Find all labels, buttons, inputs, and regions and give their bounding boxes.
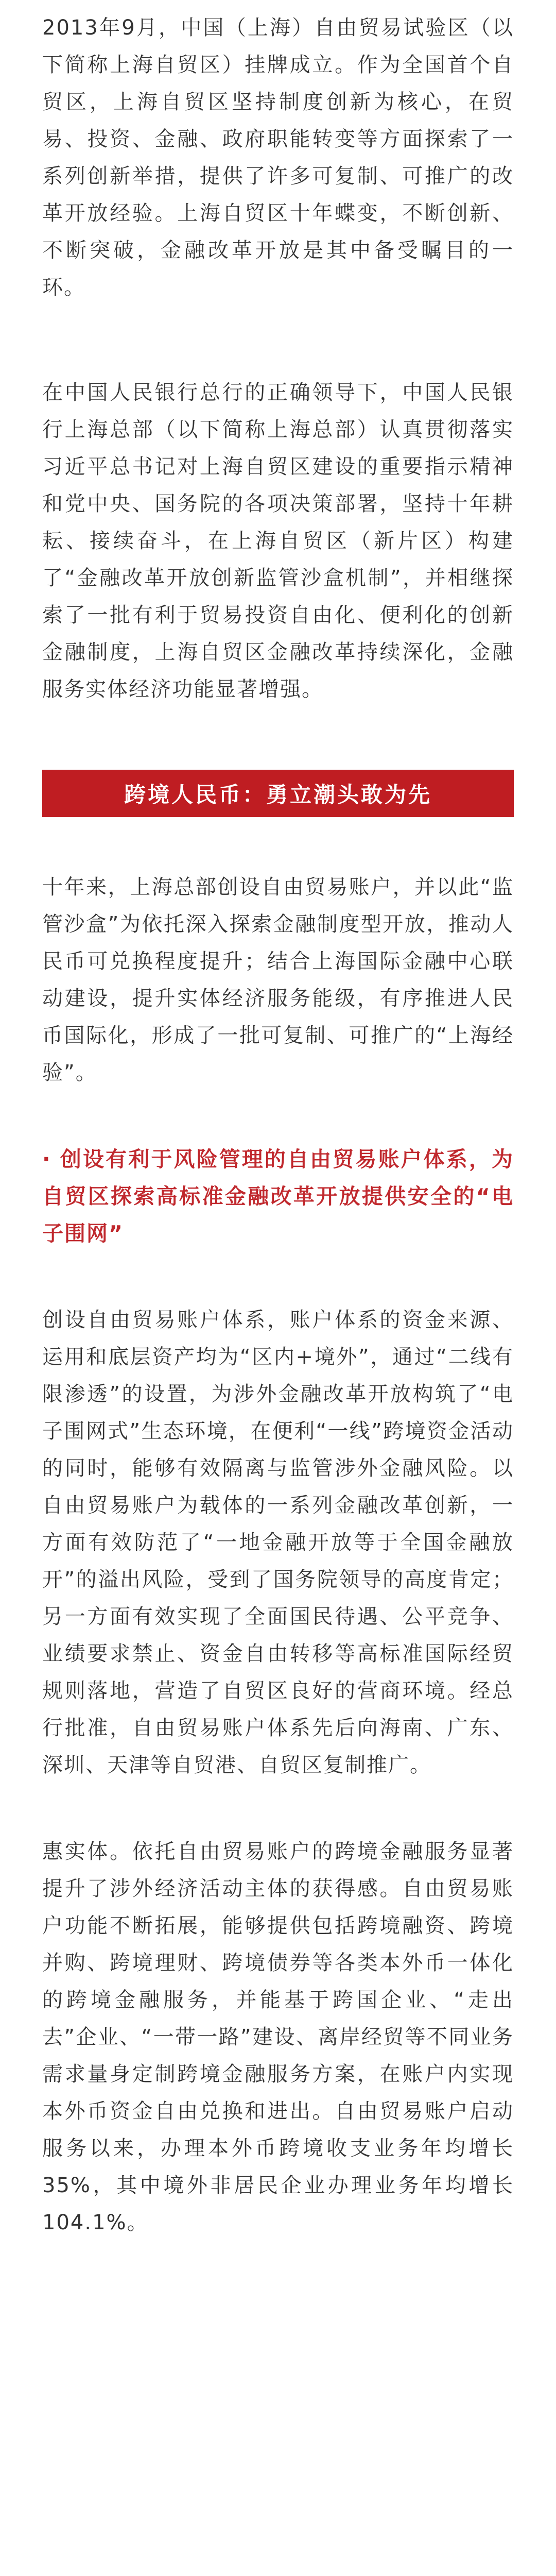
section-banner bbox=[42, 770, 514, 817]
section-subheading: · 创设有利于风险管理的自由贸易账户体系，为自贸区探索高标准金融改革开放提供安全的“电子围网” bbox=[42, 1147, 514, 1246]
intro-paragraph-2: 在中国人民银行总行的正确领导下，中国人民银行上海总部（以下简称上海总部）认真贯彻落实习近平总书记对上海自贸区建设的重要指示精神和党中央、国务院的各项决策部署，坚持十年耕耘、接续奋斗，在上海自贸区（新片区）构建了“金融改革开放创新监管沙盒机制”，并相继探索了一批有利于贸易投资自由化、便利化的创新金融制度，上海自贸区金融改革持续深化，金融服务实体经济功能显著增强。 bbox=[42, 381, 514, 701]
section-paragraph-1: 十年来，上海总部创设自由贸易账户，并以此“监管沙盒”为依托深入探索金融制度型开放，推动人民币可兑换程度提升；结合上海国际金融中心联动建设，提升实体经济服务能级，有序推进人民币国际化，形成了一批可复制、可推广的“上海经验”。 bbox=[42, 875, 514, 1084]
section-paragraph-3: 惠实体。依托自由贸易账户的跨境金融服务显著提升了涉外经济活动主体的获得感。自由贸易账户功能不断拓展，能够提供包括跨境融资、跨境并购、跨境理财、跨境债券等各类本外币一体化的跨境金融服务，并能基于跨国企业、“走出去”企业、“一带一路”建设、离岸经贸等不同业务需求量身定制跨境金融服务方案，在账户内实现本外币资金自由兑换和进出。自由贸易账户启动服务以来，办理本外币跨境收支业务年均增长35%，其中境外非居民企业办理业务年均增长104.1%。 bbox=[42, 1840, 514, 2234]
section-paragraph-2: 创设自由贸易账户体系，账户体系的资金来源、运用和底层资产均为“区内+境外”，通过“二线有限渗透”的设置，为涉外金融改革开放构筑了“电子围网式”生态环境，在便利“一线”跨境资金活动的同时，能够有效隔离与监管涉外金融风险。以自由贸易账户为载体的一系列金融改革创新，一方面有效防范了“一地金融开放等于全国金融放开”的溢出风险，受到了国务院领导的高度肯定；另一方面有效实现了全面国民待遇、公平竞争、业绩要求禁止、资金自由转移等高标准国际经贸规则落地，营造了自贸区良好的营商环境。经总行批准，自由贸易账户体系先后向海南、广东、深圳、天津等自贸港、自贸区复制推广。 bbox=[42, 1308, 514, 1777]
section-banner-title: 跨境人民币：勇立潮头敢为先 bbox=[124, 782, 432, 807]
intro-paragraph-1: 2013年9月，中国（上海）自由贸易试验区（以下简称上海自贸区）挂牌成立。作为全国首个自贸区，上海自贸区坚持制度创新为核心，在贸易、投资、金融、政府职能转变等方面探索了一系列创新举措，提供了许多可复制、可推广的改革开放经验。上海自贸区十年蝶变，不断创新、不断突破，金融改革开放是其中备受瞩目的一环。 bbox=[42, 16, 514, 299]
